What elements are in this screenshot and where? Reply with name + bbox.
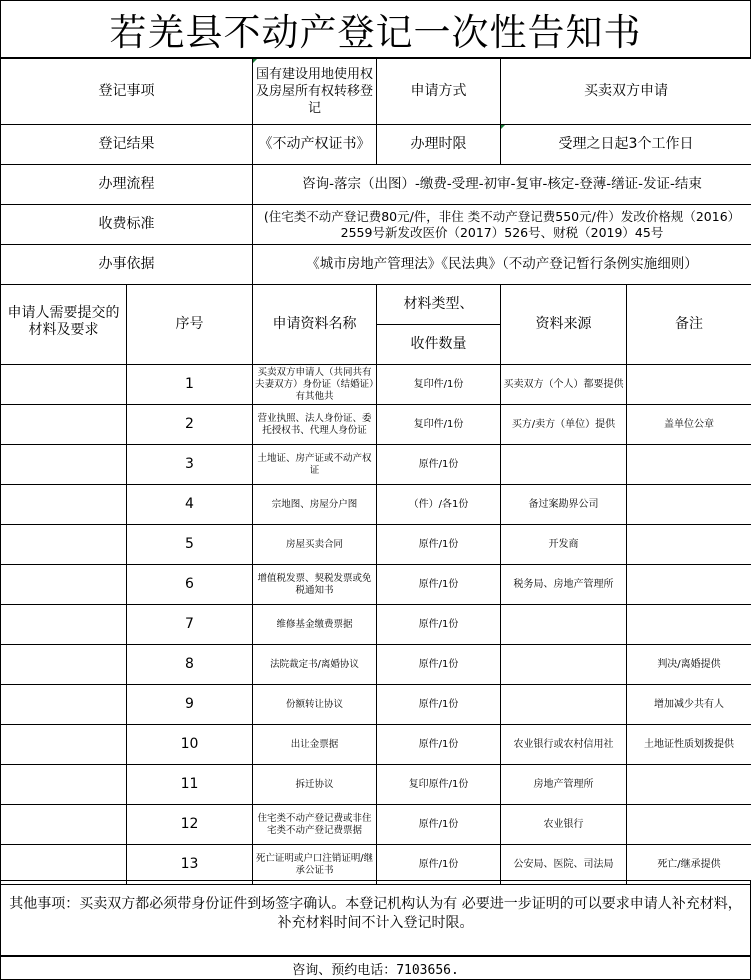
table-row [1,445,751,485]
row-name: 份额转让协议 [253,685,377,725]
header-type-top: 材料类型、 [377,285,501,325]
header-no: 序号 [127,285,253,365]
table-row [1,525,751,565]
row-no: 4 [127,485,253,525]
row-source [501,685,627,725]
row-no: 6 [127,565,253,605]
row-type: 原件/1份 [377,845,501,885]
row-blank [1,645,127,685]
row-remark [627,485,751,525]
row-remark [627,445,751,485]
row-remark [627,605,751,645]
row-blank [1,605,127,645]
row-type: （件）/各1份 [377,485,501,525]
row-type: 原件/1份 [377,645,501,685]
row-blank [1,445,127,485]
row-name: 买卖双方申请人（共同共有夫妻双方）身份证（结婚证）有其他共 [253,365,377,405]
row-type: 原件/1份 [377,725,501,765]
time-limit-label: 办理时限 [377,125,501,165]
row-blank [1,685,127,725]
row-remark [627,805,751,845]
row-name: 法院裁定书/离婚协议 [253,645,377,685]
row-source: 买方/卖方（单位）提供 [501,405,627,445]
row-name: 宗地图、房屋分户图 [253,485,377,525]
row-type: 原件/1份 [377,605,501,645]
contact-phone: 咨询、预约电话：7103656. [0,956,751,980]
row-blank [1,765,127,805]
row-no: 2 [127,405,253,445]
table-row [1,845,751,885]
row-name: 维修基金缴费票据 [253,605,377,645]
row-type: 原件/1份 [377,525,501,565]
row-registration-result [1,125,751,165]
row-source: 买卖双方（个人）都要提供 [501,365,627,405]
row-source [501,445,627,485]
row-name: 土地证、房产证或不动产权证 [253,445,377,485]
row-no: 5 [127,525,253,565]
row-no: 10 [127,725,253,765]
row-type: 原件/1份 [377,685,501,725]
material-rows [1,365,751,885]
row-remark: 盖单位公章 [627,405,751,445]
row-type: 原件/1份 [377,565,501,605]
basis-label: 办事依据 [1,245,253,285]
row-no: 9 [127,685,253,725]
row-blank [1,805,127,845]
basis-value: 《城市房地产管理法》《民法典》（不动产登记暂行条例实施细则） [253,245,751,285]
row-blank [1,525,127,565]
row-no: 11 [127,765,253,805]
row-registration-item [1,59,751,125]
table-row [1,565,751,605]
row-type: 原件/1份 [377,805,501,845]
apply-method-value: 买卖双方申请 [501,59,751,125]
row-fee [1,205,751,245]
time-limit-value: 受理之日起3个工作日 [501,125,751,165]
row-remark: 死亡/继承提供 [627,845,751,885]
row-name: 死亡证明或户口注销证明/继承公证书 [253,845,377,885]
row-name: 房屋买卖合同 [253,525,377,565]
table-row [1,485,751,525]
cell-corner-mark [253,59,257,63]
row-remark [627,765,751,805]
process-label: 办理流程 [1,165,253,205]
row-source: 房地产管理所 [501,765,627,805]
row-source: 备过案勘界公司 [501,485,627,525]
row-remark [627,365,751,405]
row-no: 8 [127,645,253,685]
row-source: 农业银行 [501,805,627,845]
row-blank [1,845,127,885]
fee-label: 收费标准 [1,205,253,245]
row-type: 复印原件/1份 [377,765,501,805]
row-source: 开发商 [501,525,627,565]
row-blank [1,365,127,405]
row-blank [1,405,127,445]
row-source [501,605,627,645]
header-type-bottom: 收件数量 [377,325,501,365]
materials-header-row [1,285,751,325]
other-notes: 其他事项：买卖双方都必须带身份证件到场签字确认。本登记机构认为有 必要进一步证明的可以要求申请人补充材料，补充材料时间不计入登记时限。 [0,880,751,956]
notice-table [0,58,751,885]
row-no: 1 [127,365,253,405]
result-value: 《不动产权证书》 [253,125,377,165]
row-source [501,645,627,685]
table-row [1,405,751,445]
row-blank [1,485,127,525]
process-value: 咨询-落宗（出图）-缴费-受理-初审-复审-核定-登薄-缮证-发证-结束 [253,165,751,205]
reg-item-value: 国有建设用地使用权及房屋所有权转移登记 [253,59,377,125]
table-row [1,805,751,845]
row-name: 拆迁协议 [253,765,377,805]
row-no: 3 [127,445,253,485]
row-source: 税务局、房地产管理所 [501,565,627,605]
reg-item-label: 登记事项 [1,59,253,125]
row-remark [627,565,751,605]
row-name: 增值税发票、契税发票或免税通知书 [253,565,377,605]
row-remark [627,525,751,565]
row-type: 复印件/1份 [377,405,501,445]
apply-method-label: 申请方式 [377,59,501,125]
row-no: 12 [127,805,253,845]
row-type: 复印件/1份 [377,365,501,405]
row-blank [1,565,127,605]
table-row [1,765,751,805]
row-source: 公安局、医院、司法局 [501,845,627,885]
row-type: 原件/1份 [377,445,501,485]
fee-value: (住宅类不动产登记费80元/件，非住 类不动产登记费550元/件）发改价格规（2016）2559号新发改医价（2017）526号、财税（2019）45号 [253,205,751,245]
row-source: 农业银行或农村信用社 [501,725,627,765]
row-process [1,165,751,205]
row-name: 出让金票据 [253,725,377,765]
row-blank [1,725,127,765]
row-remark: 增加减少共有人 [627,685,751,725]
row-remark: 判决/离婚提供 [627,645,751,685]
result-label: 登记结果 [1,125,253,165]
row-remark: 土地证性质划拨提供 [627,725,751,765]
table-row [1,725,751,765]
table-row [1,645,751,685]
header-name: 申请资料名称 [253,285,377,365]
row-name: 住宅类不动产登记费或非住宅类不动产登记费票据 [253,805,377,845]
row-name: 营业执照、法人身份证、委托授权书、代理人身份证 [253,405,377,445]
table-row [1,605,751,645]
row-no: 7 [127,605,253,645]
materials-section-label: 申请人需要提交的材料及要求 [1,285,127,365]
table-row [1,365,751,405]
row-basis [1,245,751,285]
header-remark: 备注 [627,285,751,365]
cell-corner-mark [501,125,505,129]
row-no: 13 [127,845,253,885]
page-title: 若羌县不动产登记一次性告知书 [0,0,751,58]
header-source: 资料来源 [501,285,627,365]
table-row [1,685,751,725]
